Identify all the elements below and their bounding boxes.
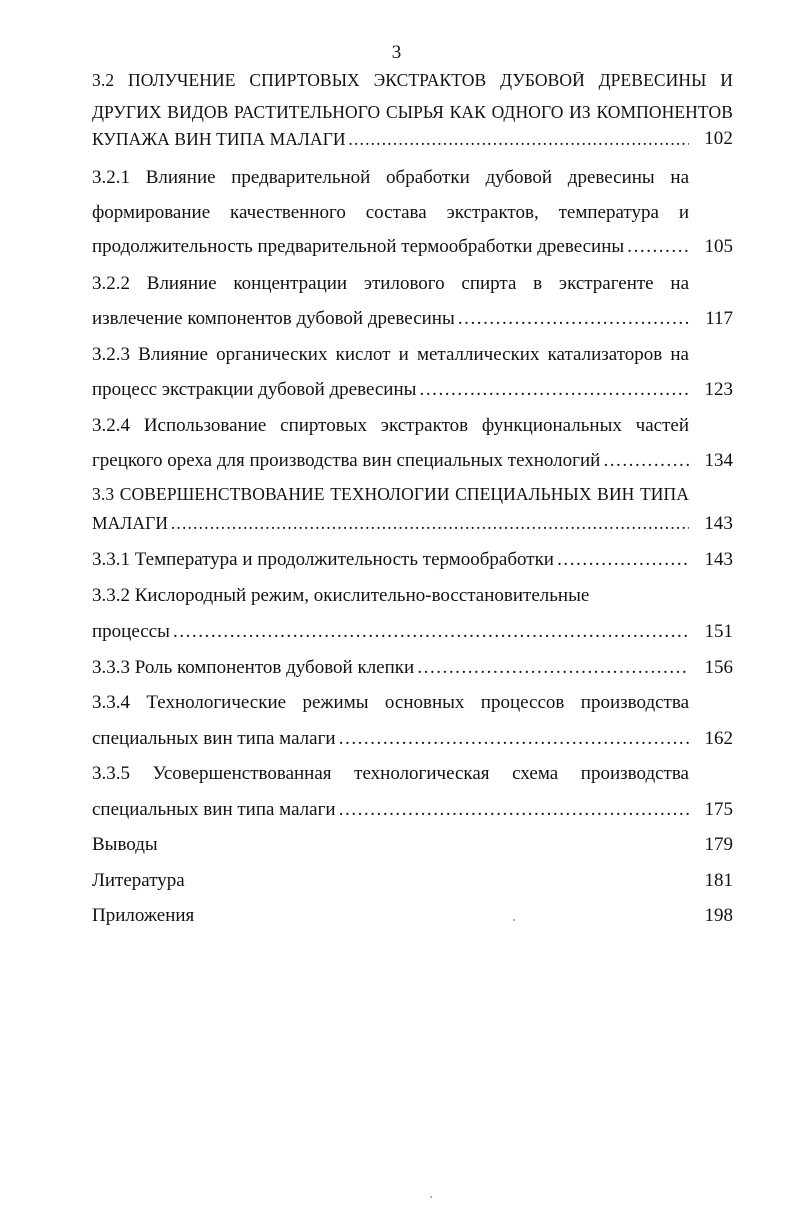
toc-leader: 3.3.3 Роль компонентов дубовой клепки . . . — [92, 658, 689, 677]
toc-entry-3-3-last-line — [92, 515, 733, 537]
toc-leader: извлечение компонентов дубовой древесины . . . — [92, 309, 689, 328]
toc-entry-3-2-line-2: ДРУГИХ ВИДОВ РАСТИТЕЛЬНОГО СЫРЬЯ КАК ОДНОГО ИЗ КОМПОНЕНТОВ — [92, 104, 733, 122]
toc-page-ref: 151 — [704, 622, 733, 642]
toc-entry-3-2-line-1: 3.2 ПОЛУЧЕНИЕ СПИРТОВЫХ ЭКСТРАКТОВ ДУБОВОЙ ДРЕВЕСИНЫ И — [92, 72, 733, 90]
toc-page-ref: 102 — [704, 131, 733, 149]
toc-entry-3-2-4-last-line — [92, 451, 733, 473]
toc-leader: КУПАЖА ВИН ТИПА МАЛАГИ . . . — [92, 131, 689, 149]
toc-leader: грецкого ореха для производства вин специальных технологий . . . — [92, 451, 689, 470]
toc-entry-3-3-4-line-1: 3.3.4 Технологические режимы основных процессов производства — [92, 693, 689, 712]
toc-entry-3-2-1-last-line — [92, 237, 733, 259]
toc-page-ref: 143 — [704, 515, 733, 534]
toc-leader: специальных вин типа малаги . . . — [92, 729, 689, 748]
scan-speck — [513, 919, 515, 921]
toc-entry-3-3-3-line — [92, 658, 733, 680]
toc-entry-3-2-last-line — [92, 131, 733, 153]
toc-entry-3-2-3-last-line — [92, 380, 733, 402]
toc-entry-3-2-2-line-1: 3.2.2 Влияние концентрации этилового спирта в экстрагенте на — [92, 274, 689, 293]
toc-entry-conclusions — [92, 835, 733, 857]
toc-entry-title: Приложения — [92, 906, 195, 925]
toc-page-ref: 123 — [704, 380, 733, 400]
toc-leader: продолжительность предварительной термообработки древесины . . . — [92, 237, 689, 256]
toc-entry-3-2-1-line-1: 3.2.1 Влияние предварительной обработки дубовой древесины на — [92, 168, 689, 187]
toc-leader: процесс экстракции дубовой древесины . . . — [92, 380, 689, 399]
toc-entry-3-2-4-line-1: 3.2.4 Использование спиртовых экстрактов функциональных частей — [92, 416, 689, 435]
toc-page-ref: 162 — [704, 729, 733, 749]
toc-page-ref: 117 — [705, 309, 733, 329]
toc-entry-3-2-3-line-1: 3.2.3 Влияние органических кислот и металлических катализаторов на — [92, 345, 689, 364]
toc-page-ref: 175 — [704, 800, 733, 820]
toc-entry-appendices — [92, 906, 733, 928]
toc-entry-3-3-1-line — [92, 550, 733, 572]
toc-page-ref: 134 — [704, 451, 733, 471]
toc-leader: МАЛАГИ . . . — [92, 515, 689, 533]
toc-page-ref: 143 — [704, 550, 733, 570]
toc-entry-3-3-5-line-1: 3.3.5 Усовершенствованная технологическая схема производства — [92, 764, 689, 783]
toc-leader: процессы . . . — [92, 622, 689, 641]
toc-entry-3-3-2-last-line — [92, 622, 733, 644]
toc-entry-title: Выводы — [92, 835, 158, 854]
toc-page-ref: 105 — [704, 237, 733, 257]
toc-entry-3-3-2-line-1: 3.3.2 Кислородный режим, окислительно-восстановительные — [92, 586, 590, 606]
toc-page-ref: 181 — [704, 871, 733, 891]
toc-leader: специальных вин типа малаги . . . — [92, 800, 689, 819]
toc-entry-title: Литература — [92, 871, 185, 890]
toc-entry-3-3-line-1: 3.3 СОВЕРШЕНСТВОВАНИЕ ТЕХНОЛОГИИ СПЕЦИАЛЬНЫХ ВИН ТИПА — [92, 486, 689, 504]
toc-entry-3-3-4-last-line — [92, 729, 733, 751]
toc-leader: 3.3.1 Температура и продолжительность термообработки . . . — [92, 550, 689, 569]
toc-entry-3-2-1-line-2: формирование качественного состава экстрактов, температура и — [92, 203, 689, 222]
page-number: 3 — [391, 42, 402, 63]
toc-entry-3-3-5-last-line — [92, 800, 733, 822]
toc-page-ref: 156 — [704, 658, 733, 678]
toc-page-ref: 198 — [704, 906, 733, 926]
toc-page-ref: 179 — [704, 835, 733, 855]
toc-entry-literature — [92, 871, 733, 893]
scan-speck — [430, 1196, 432, 1198]
toc-entry-3-2-2-last-line — [92, 309, 733, 331]
